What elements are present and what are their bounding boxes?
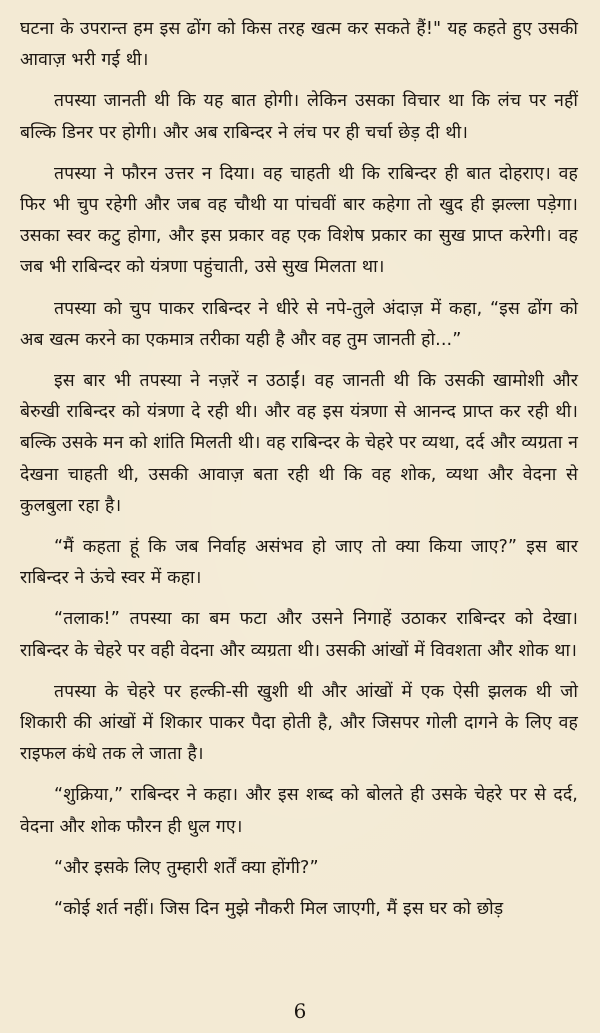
paragraph-1: घटना के उपरान्त हम इस ढोंग को किस तरह खत्म कर सकते हैं!" यह कहते हुए उसकी आवाज़ भरी गई थी।	[20, 19, 578, 71]
paragraph-2: तपस्या जानती थी कि यह बात होगी। लेकिन उसका विचार था कि लंच पर नहीं बल्कि डिनर पर होगी। और अब राबिन्दर ने लंच पर ही चर्चा छेड़ दी थी।	[20, 91, 578, 143]
paragraph-3: तपस्या ने फौरन उत्तर न दिया। वह चाहती थी कि राबिन्दर ही बात दोहराए। वह फिर भी चुप रहेगी और जब वह चौथी या पांचवीं बार कहेगा तो खुद ही झल्ला पड़ेगा। उसका स्वर कटु होगा, और इस प्रकार वह एक विशेष प्रकार का सुख प्राप्त करेगी। वह जब भी राबिन्दर को यंत्रणा पहुंचाती, उसे सुख मिलता था।	[20, 163, 578, 278]
paragraph-4: तपस्या को चुप पाकर राबिन्दर ने धीरे से नपे-तुले अंदाज़ में कहा, “इस ढोंग को अब खत्म करने का एकमात्र तरीका यही है और वह तुम जानती हो...”	[20, 298, 578, 350]
page-body-text	[20, 14, 578, 925]
paragraph-5: इस बार भी तपस्या ने नज़रें न उठाईं। वह जानती थी कि उसकी खामोशी और बेरुखी राबिन्दर को यंत्रणा दे रही थी। और वह इस यंत्रणा से आनन्द प्राप्त कर रही थी। बल्कि उसके मन को शांति मिलती थी। वह राबिन्दर के चेहरे पर व्यथा, दर्द और व्यग्रता न देखना चाहती थी, उसकी आवाज़ बता रही थी कि वह शोक, व्यथा और वेदना से कुलबुला रहा है।	[20, 371, 578, 516]
paragraph-6: “मैं कहता हूं कि जब निर्वाह असंभव हो जाए तो क्या किया जाए?” इस बार राबिन्दर ने ऊंचे स्वर में कहा।	[20, 537, 578, 589]
paragraph-8: तपस्या के चेहरे पर हल्की-सी खुशी थी और आंखों में एक ऐसी झलक थी जो शिकारी की आंखों में शिकार पाकर पैदा होती है, और जिसपर गोली दागने के लिए वह राइफल कंधे तक ले जाता है।	[20, 681, 578, 765]
page-number: 6	[293, 999, 307, 1023]
paragraph-9: “शुक्रिया,” राबिन्दर ने कहा। और इस शब्द को बोलते ही उसके चेहरे पर से दर्द, वेदना और शोक फौरन ही धुल गए।	[20, 785, 578, 837]
paragraph-11: “कोई शर्त नहीं। जिस दिन मुझे नौकरी मिल जाएगी, मैं इस घर को छोड़	[54, 899, 504, 920]
paragraph-10: “और इसके लिए तुम्हारी शर्तें क्या होंगी?”	[54, 857, 319, 878]
paragraph-7: “तलाक!” तपस्या का बम फटा और उसने निगाहें उठाकर राबिन्दर को देखा। राबिन्दर के चेहरे पर वही वेदना और व्यग्रता थी। उसकी आंखों में विवशता और शोक था।	[20, 609, 578, 661]
